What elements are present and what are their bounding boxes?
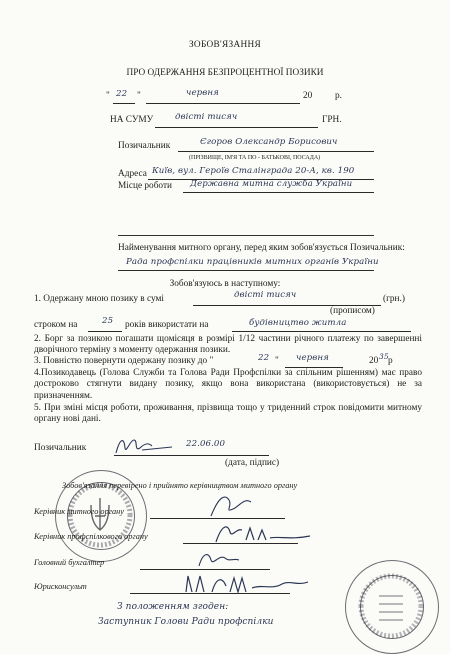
role-head-of-union: Керівник профспілкового органу — [34, 532, 148, 541]
union-signature-scribble — [210, 518, 320, 548]
term-years: 25 — [102, 316, 114, 326]
checked-text: Зобов'язання перевірено і прийнято керівництвом митного органу — [62, 481, 298, 490]
union-stamp — [345, 560, 439, 654]
date-year-prefix: 20 — [303, 91, 313, 101]
item3-close-quote: " — [275, 356, 279, 366]
workplace-value: Державна митна служба України — [190, 179, 353, 189]
sign-caption: (дата, підпис) — [225, 458, 280, 468]
organ-label: Найменування митного органу, перед яким зобов'язується Позичальник: — [118, 243, 405, 253]
workplace-underline — [183, 192, 374, 193]
item5-text: 5. При зміні місця роботи, проживання, прізвища тощо у триденний строк повідомити митному органу нові дані. — [34, 403, 422, 425]
workplace-label: Місце роботи — [118, 181, 172, 191]
item2-text: 2. Борг за позикою погашати щомісяця в розмірі 1/12 частини річного платежу по завершенні дворічного терміну з моменту одержання позики. — [34, 334, 422, 356]
date-day-underline — [113, 103, 135, 104]
sign-underline — [114, 455, 269, 456]
sum-underline — [155, 127, 318, 128]
document-title: ЗОБОВ'ЯЗАННЯ — [188, 40, 262, 50]
sum-label: НА СУМУ — [110, 115, 154, 125]
accountant-signature-scribble — [195, 548, 245, 570]
date-month: червня — [186, 88, 219, 98]
role-head-of-customs: Керівник митного органу — [34, 507, 124, 516]
item1-prefix: 1. Одержану мною позику в сумі — [34, 294, 165, 304]
term-prefix: строком на — [34, 320, 78, 330]
organ-top-line — [118, 235, 374, 236]
date-year-suffix: р. — [335, 91, 342, 101]
sign-value: 22.06.00 — [186, 439, 226, 449]
term-years-underline — [88, 331, 122, 332]
obligations-heading: Зобов'язуюсь в наступному: — [169, 279, 281, 289]
note-line2: Заступник Голови Ради профспілки — [98, 617, 274, 627]
sum-amount: двісті тисяч — [175, 112, 238, 122]
date-month-underline — [146, 103, 300, 104]
head-signature-scribble — [205, 490, 265, 520]
borrower-name: Єгоров Олександр Борисович — [200, 137, 338, 147]
term-purpose-underline — [232, 331, 411, 332]
item1-amount: двісті тисяч — [234, 290, 297, 300]
borrower-underline — [178, 151, 374, 152]
item1-unit: (грн.) — [383, 294, 405, 304]
item3-prefix: 3. Повністю повернути одержану позику до " — [34, 356, 214, 366]
role-chief-accountant: Головний бухгалтер — [34, 558, 105, 567]
date-day: 22 — [116, 89, 128, 99]
legal-signature-scribble — [182, 568, 322, 598]
item3-year-suffix: р — [388, 356, 393, 366]
item4-text: 4.Позикодавець (Голова Служби та Голова Ради Профспілки за спільним рішенням) має право достроково стягнути видану позику, якщо вона використана (використовується) не за призначенням. — [34, 368, 422, 401]
item3-day: 22 — [258, 353, 270, 363]
item3-month: червня — [296, 353, 329, 363]
address-label: Адреса — [118, 169, 147, 179]
sign-label: Позичальник — [34, 443, 87, 453]
borrower-label: Позичальник — [118, 141, 171, 151]
date-open-quote: " — [106, 91, 110, 101]
date-close-quote: " — [137, 91, 141, 101]
borrower-caption: (ПРІЗВИЩЕ, ІМ'Я ТА ПО - БАТЬКОВІ, ПОСАДА) — [189, 155, 321, 161]
item3-year-hand: 35 — [379, 352, 389, 361]
note-line1: З положенням згоден: — [117, 602, 229, 612]
document-subtitle: ПРО ОДЕРЖАННЯ БЕЗПРОЦЕНТНОЇ ПОЗИКИ — [126, 68, 324, 78]
sum-currency: ГРН. — [322, 115, 342, 125]
address-value: Київ, вул. Героїв Сталінграда 20-А, кв. 190 — [152, 166, 355, 176]
organ-value: Рада профспілки працівників митних органів України — [126, 257, 379, 267]
role-legal-adviser: Юрисконсульт — [34, 582, 87, 591]
organ-underline — [118, 270, 374, 271]
term-purpose: будівництво житла — [249, 318, 347, 328]
item1-caption: (прописом) — [330, 306, 375, 316]
item3-year-prefix: 20 — [369, 356, 379, 366]
term-middle: років використати на — [125, 320, 209, 330]
